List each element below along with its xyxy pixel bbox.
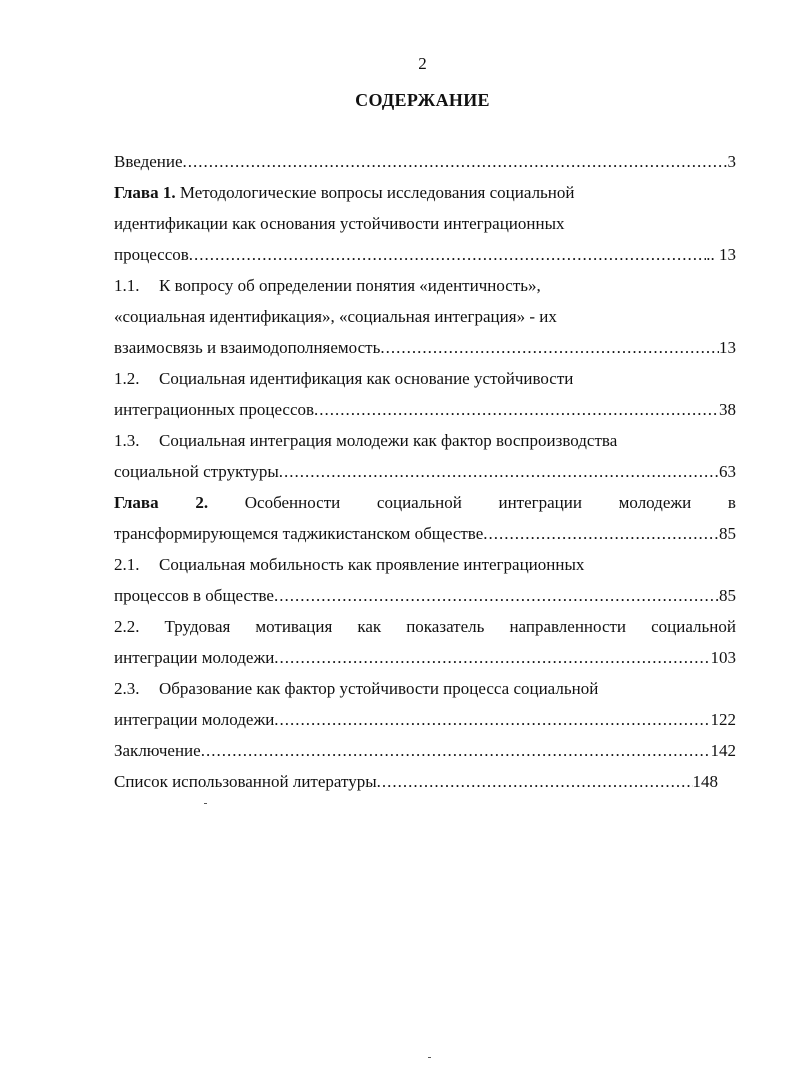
dot-leader bbox=[201, 735, 711, 766]
toc-page-number: 3 bbox=[727, 152, 736, 171]
section-number: 1.3. bbox=[114, 431, 140, 450]
toc-chapter1-line3 bbox=[114, 239, 736, 270]
dot-leader bbox=[483, 518, 719, 549]
section-number: 1.1. bbox=[114, 276, 140, 295]
toc-page-number: 142 bbox=[710, 741, 736, 760]
dot-leader bbox=[274, 580, 719, 611]
dot-leader bbox=[279, 456, 719, 487]
toc-entry-text: трансформирующемся таджикистанском обществе bbox=[114, 524, 484, 543]
toc-entry-references bbox=[114, 766, 718, 797]
toc-section-1-2 bbox=[114, 363, 736, 394]
toc-word: мотивация bbox=[255, 617, 333, 636]
toc-chapter1-line2: идентификации как основания устойчивости интеграционных bbox=[114, 214, 565, 233]
toc-word: социальной bbox=[376, 493, 462, 512]
toc-section-2-3 bbox=[114, 673, 736, 704]
chapter-label-number: 2. bbox=[195, 493, 209, 512]
section-number: 2.2. bbox=[114, 617, 140, 636]
toc-word: интеграции bbox=[498, 493, 582, 512]
dot-leader bbox=[380, 332, 719, 363]
dot-leader bbox=[377, 766, 693, 797]
scan-speck bbox=[204, 803, 207, 804]
scan-speck bbox=[428, 1057, 431, 1058]
toc-entry-text: Заключение bbox=[114, 741, 201, 760]
section-number: 2.3. bbox=[114, 679, 140, 698]
toc-word: Трудовая bbox=[164, 617, 231, 636]
chapter-label-word: Глава bbox=[114, 493, 159, 512]
page-title: СОДЕРЖАНИЕ bbox=[355, 90, 490, 110]
toc-entry-text: процессов в обществе bbox=[114, 586, 274, 605]
toc-chapter2-line2 bbox=[114, 518, 736, 549]
chapter-label: Глава 1. bbox=[114, 183, 176, 202]
toc-section-2-2-line2 bbox=[114, 642, 736, 673]
toc-entry-text: интеграции молодежи bbox=[114, 648, 275, 667]
toc-page-number: 103 bbox=[710, 648, 736, 667]
toc-entry-text: Введение bbox=[114, 152, 183, 171]
dot-leader bbox=[274, 704, 710, 735]
toc-section-1-1-line3 bbox=[114, 332, 736, 363]
toc-word: молодежи bbox=[618, 493, 692, 512]
toc-chapter2-heading bbox=[114, 487, 736, 518]
toc-section-2-1-line2 bbox=[114, 580, 736, 611]
toc-word: социальной bbox=[651, 617, 736, 636]
toc-section-2-1 bbox=[114, 549, 736, 580]
toc-entry-text: Образование как фактор устойчивости процесса социальной bbox=[159, 679, 599, 698]
table-of-contents bbox=[114, 146, 736, 797]
toc-word: как bbox=[357, 617, 382, 636]
toc-page-number: 85 bbox=[719, 524, 736, 543]
toc-section-2-2 bbox=[114, 611, 736, 642]
toc-section-1-1-line2: «социальная идентификация», «социальная интеграция» - их bbox=[114, 307, 557, 326]
toc-entry-intro bbox=[114, 146, 736, 177]
dot-leader bbox=[189, 239, 706, 270]
toc-word: в bbox=[727, 493, 736, 512]
toc-page-number: 85 bbox=[719, 586, 736, 605]
toc-page-number: 13 bbox=[719, 338, 736, 357]
dot-leader bbox=[314, 394, 719, 425]
toc-entry-text: социальной структуры bbox=[114, 462, 279, 481]
toc-entry-text: интеграции молодежи bbox=[114, 710, 275, 729]
dot-leader bbox=[274, 642, 710, 673]
toc-entry-text: Социальная мобильность как проявление интеграционных bbox=[159, 555, 585, 574]
toc-entry-text: интеграционных процессов bbox=[114, 400, 315, 419]
toc-entry-text: взаимосвязь и взаимодополняемость bbox=[114, 338, 381, 357]
toc-section-2-3-line2 bbox=[114, 704, 736, 735]
section-number: 2.1. bbox=[114, 555, 140, 574]
toc-entry-conclusion bbox=[114, 735, 736, 766]
toc-page-number: 122 bbox=[710, 710, 736, 729]
section-number: 1.2. bbox=[114, 369, 140, 388]
toc-page-number: .. 13 bbox=[706, 245, 736, 264]
toc-entry-text: Социальная интеграция молодежи как фактор воспроизводства bbox=[159, 431, 618, 450]
toc-section-1-2-line2 bbox=[114, 394, 736, 425]
dot-leader bbox=[183, 146, 728, 177]
toc-page-number: 38 bbox=[719, 400, 736, 419]
toc-word: Особенности bbox=[244, 493, 341, 512]
toc-page-number: 148 bbox=[692, 772, 718, 791]
page-number: 2 bbox=[418, 54, 427, 73]
toc-chapter1-heading bbox=[114, 177, 736, 208]
toc-entry-text: К вопросу об определении понятия «идентичность», bbox=[159, 276, 541, 295]
toc-page-number: 63 bbox=[719, 462, 736, 481]
toc-word: показатель bbox=[406, 617, 485, 636]
toc-entry-text: процессов bbox=[114, 245, 189, 264]
toc-word: направленности bbox=[509, 617, 627, 636]
toc-entry-text: Список использованной литературы bbox=[114, 772, 377, 791]
toc-entry-text: Социальная идентификация как основание устойчивости bbox=[159, 369, 574, 388]
toc-section-1-3 bbox=[114, 425, 736, 456]
toc-section-1-1 bbox=[114, 270, 736, 301]
toc-section-1-3-line2 bbox=[114, 456, 736, 487]
toc-entry-text: Методологические вопросы исследования социальной bbox=[179, 183, 575, 202]
